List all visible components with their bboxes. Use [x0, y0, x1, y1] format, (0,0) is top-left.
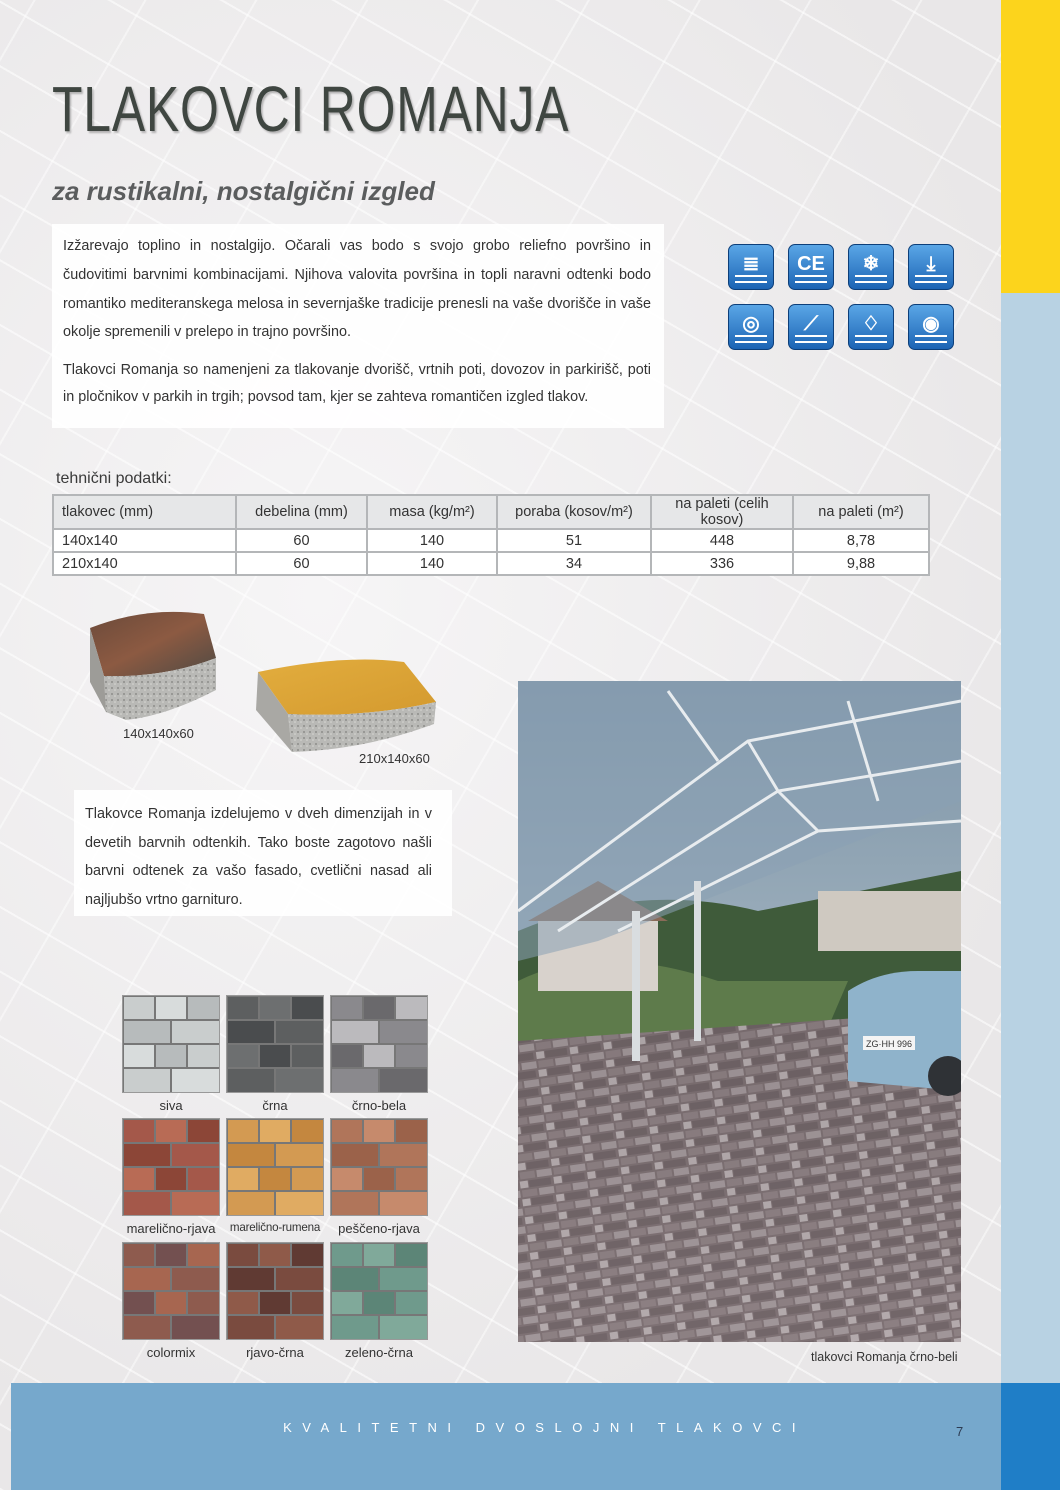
property-icons-grid — [728, 244, 956, 350]
water-drops-icon: ♢ — [848, 304, 894, 350]
paver-210-image — [254, 658, 438, 754]
table-row — [53, 552, 929, 575]
color-swatch — [226, 1118, 324, 1216]
page-subtitle: za rustikalni, nostalgični izgled — [52, 176, 435, 206]
paver-140-image — [86, 608, 220, 722]
column-header: masa (kg/m²) — [367, 495, 497, 529]
slab-layers-icon: ≣ — [728, 244, 774, 290]
swatch-label: peščeno-rjava — [338, 1221, 420, 1236]
color-swatch — [226, 995, 324, 1093]
color-swatch — [122, 1242, 220, 1340]
table-cell: 60 — [236, 529, 367, 552]
paver-140-caption: 140x140x60 — [123, 726, 194, 741]
footer-tagline: KVALITETNI DVOSLOJNI TLAKOVCI — [283, 1420, 806, 1435]
dimensions-paragraph: Tlakovce Romanja izdelujemo v dveh dimenzijah in v devetih barvnih odtenkih. Tako boste zagotovo našli barvni odtenek za vašo fasado, cvetlični nasad ali najljubšo vrtno garnituro. — [85, 806, 432, 908]
dimensions-text-box — [74, 790, 452, 916]
table-cell: 140 — [367, 552, 497, 575]
page-number: 7 — [956, 1424, 964, 1439]
intro-text-box — [52, 224, 664, 428]
color-swatch — [122, 995, 220, 1093]
intro-paragraph-1: Izžarevajo toplino in nostalgijo. Očarali vas bodo s svojo grobo reliefno površino in čudovitimi barvnimi kombinacijami. Njihova valovita površina in topli naravni odtenki bodo romantiko mediteranskega melosa in severnjaške tradicije prenesli na vaše dvorišče in vaše okolje spremenili v prelepo in trajno površino. — [63, 238, 651, 341]
table-cell: 8,78 — [793, 529, 929, 552]
swatch-label: zeleno-črna — [345, 1345, 413, 1360]
column-header: poraba (kosov/m²) — [497, 495, 651, 529]
slip-resistance-icon: ⟋ — [788, 304, 834, 350]
accent-stripe-yellow — [1001, 0, 1060, 293]
swatch-label: siva — [159, 1098, 183, 1113]
table-cell: 140 — [367, 529, 497, 552]
table-row — [53, 529, 929, 552]
carport-photo — [518, 681, 961, 1342]
color-swatch — [122, 1118, 220, 1216]
intro-paragraph-2: Tlakovci Romanja so namenjeni za tlakovanje dvorišč, vrtnih poti, dovozov in parkirišč, poti in pločnikov v parkih in trgih; povsod tam, kjer se zahteva romantičen izgled tlakov. — [63, 362, 651, 406]
table-cell: 336 — [651, 552, 793, 575]
table-cell: 60 — [236, 552, 367, 575]
accent-stripe-dark — [1001, 1383, 1060, 1490]
accent-stripe-blue — [1001, 293, 1060, 1383]
column-header: debelina (mm) — [236, 495, 367, 529]
column-header: na paleti (celih kosov) — [651, 495, 793, 529]
swatch-label: colormix — [146, 1345, 196, 1360]
swatch-label: črno-bela — [351, 1098, 407, 1113]
footer-band — [11, 1383, 1001, 1490]
color-swatch — [330, 1118, 428, 1216]
table-cell: 448 — [651, 529, 793, 552]
table-cell: 34 — [497, 552, 651, 575]
table-cell: 9,88 — [793, 552, 929, 575]
table-cell: 140x140 — [53, 529, 236, 552]
tech-data-table — [52, 494, 930, 576]
page-title: TLAKOVCI ROMANJA — [52, 73, 570, 145]
table-cell: 210x140 — [53, 552, 236, 575]
swatch-label: marelično-rjava — [126, 1221, 216, 1236]
weight-load-icon: ⤓ — [908, 244, 954, 290]
tech-data-label: tehnični podatki: — [56, 470, 172, 487]
swatch-label: rjavo-črna — [246, 1345, 304, 1360]
table-cell: 51 — [497, 529, 651, 552]
column-header: tlakovec (mm) — [53, 495, 236, 529]
table-header-row — [53, 495, 929, 529]
column-header: na paleti (m²) — [793, 495, 929, 529]
color-palette-icon: ◉ — [908, 304, 954, 350]
wheel-traffic-icon: ◎ — [728, 304, 774, 350]
color-swatch — [330, 995, 428, 1093]
paver-210-caption: 210x140x60 — [359, 751, 430, 766]
color-swatch — [226, 1242, 324, 1340]
snowflake-frost-icon: ❄ — [848, 244, 894, 290]
swatch-label: marelično-rumena — [229, 1221, 321, 1234]
ce-mark-icon: CE — [788, 244, 834, 290]
color-swatch — [330, 1242, 428, 1340]
swatch-label: črna — [262, 1098, 288, 1113]
license-plate: ZG·HH 996 — [865, 1039, 913, 1049]
photo-caption: tlakovci Romanja črno-beli — [811, 1350, 958, 1364]
